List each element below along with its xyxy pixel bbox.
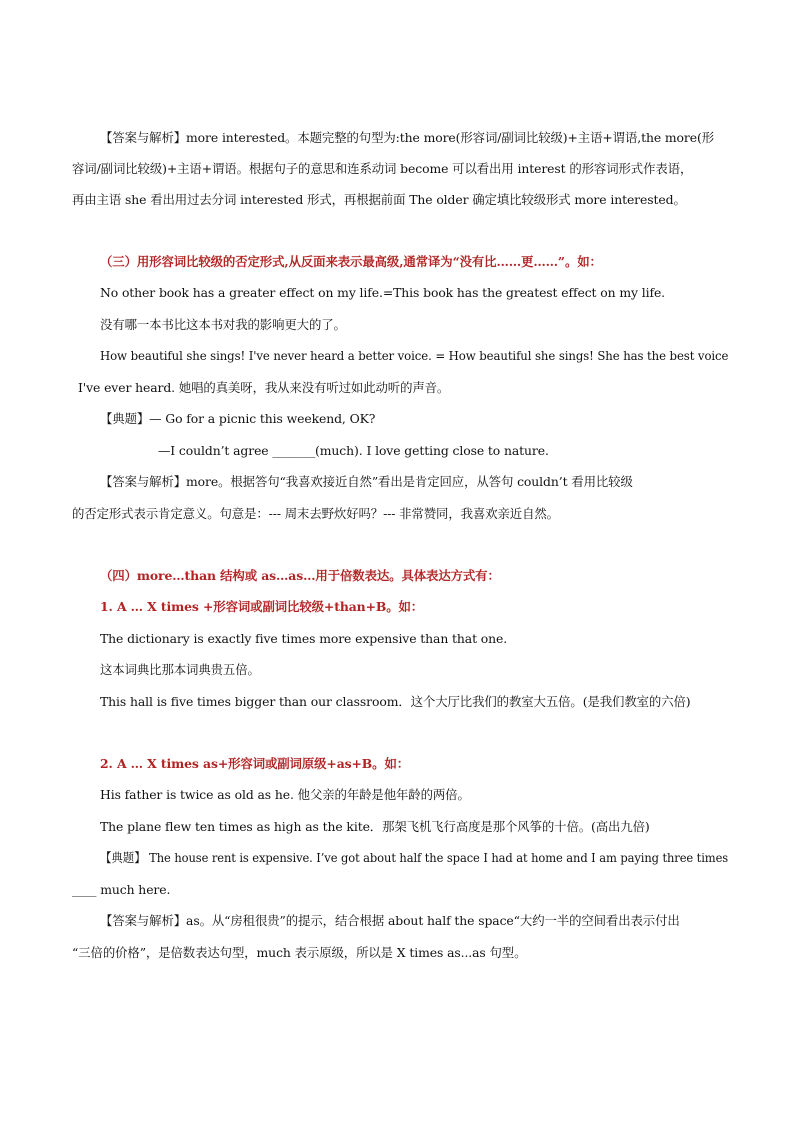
section-4-sub2-example-1: His father is twice as old as he. 他父亲的年龄是他年龄的两倍。 bbox=[100, 787, 470, 802]
section-4-sub1-example-1-en: The dictionary is exactly five times more expensive than that one. bbox=[100, 631, 508, 646]
section-3-example-1-en: No other book has a greater effect on my life.=This book has the greatest effect on my life. bbox=[100, 285, 666, 300]
section-3-answer-line-2: 的否定形式表示肯定意义。句意是：--- 周末去野炊好吗？--- 非常赞同，我喜欢亲近自然。 bbox=[72, 506, 559, 521]
answer-1-line-1: 【答案与解析】more interested。本题完整的句型为:the more(形容词/副词比较级)+主语+谓语,the more(形 bbox=[100, 130, 714, 145]
section-4-subheading-1: 1. A … X times +形容词或副词比较级+than+B。如： bbox=[100, 599, 424, 614]
section-4-exercise-line-1: 【典题】 The house rent is expensive. I’ve got about half the space I had at home and I am paying three times bbox=[100, 850, 729, 865]
section-3-example-2-line-2: I've ever heard. 她唱的真美呀，我从来没有听过如此动听的声音。 bbox=[78, 380, 450, 395]
section-4-exercise-line-2: ____ much here. bbox=[72, 882, 171, 897]
section-4-subheading-2: 2. A … X times as+形容词或副词原级+as+B。如： bbox=[100, 756, 410, 771]
section-4-sub2-example-2: The plane flew ten times as high as the kite．那架飞机飞行高度是那个风筝的十倍。(高出九倍) bbox=[100, 819, 650, 834]
section-4-heading: （四）more…than 结构或 as…as…用于倍数表达。具体表达方式有： bbox=[100, 568, 500, 583]
section-3-exercise-line-2: —I couldn’t agree _______(much). I love getting close to nature. bbox=[158, 443, 549, 458]
section-3-example-2-line-1: How beautiful she sings! I've never heard a better voice. = How beautiful she sings! She has the best voice bbox=[100, 348, 729, 363]
section-4-answer-line-2: “三倍的价格”，是倍数表达句型，much 表示原级，所以是 X times as...as 句型。 bbox=[72, 945, 527, 960]
section-3-exercise-line-1: 【典题】— Go for a picnic this weekend, OK? bbox=[100, 411, 376, 426]
section-4-sub1-example-2: This hall is five times bigger than our classroom．这个大厅比我们的教室大五倍。(是我们教室的六倍) bbox=[100, 694, 691, 709]
section-3-heading: （三）用形容词比较级的否定形式,从反面来表示最高级,通常译为“没有比……更……”。如： bbox=[100, 254, 602, 269]
section-3-answer-line-1: 【答案与解析】more。根据答句“我喜欢接近自然”看出是肯定回应，从答句 couldn’t 看用比较级 bbox=[100, 474, 633, 489]
section-4-sub1-example-1-cn: 这本词典比那本词典贵五倍。 bbox=[100, 662, 260, 677]
answer-1-line-3: 再由主语 she 看出用过去分词 interested 形式，再根据前面 The older 确定填比较级形式 more interested。 bbox=[72, 192, 686, 207]
answer-1-line-2: 容词/副词比较级)+主语+谓语。根据句子的意思和连系动词 become 可以看出用 interest 的形容词形式作表语， bbox=[72, 161, 693, 176]
section-4-answer-line-1: 【答案与解析】as。从“房租很贵”的提示，结合根据 about half the space“大约一半的空间看出表示付出 bbox=[100, 913, 680, 928]
section-3-example-1-cn: 没有哪一本书比这本书对我的影响更大的了。 bbox=[100, 317, 346, 332]
